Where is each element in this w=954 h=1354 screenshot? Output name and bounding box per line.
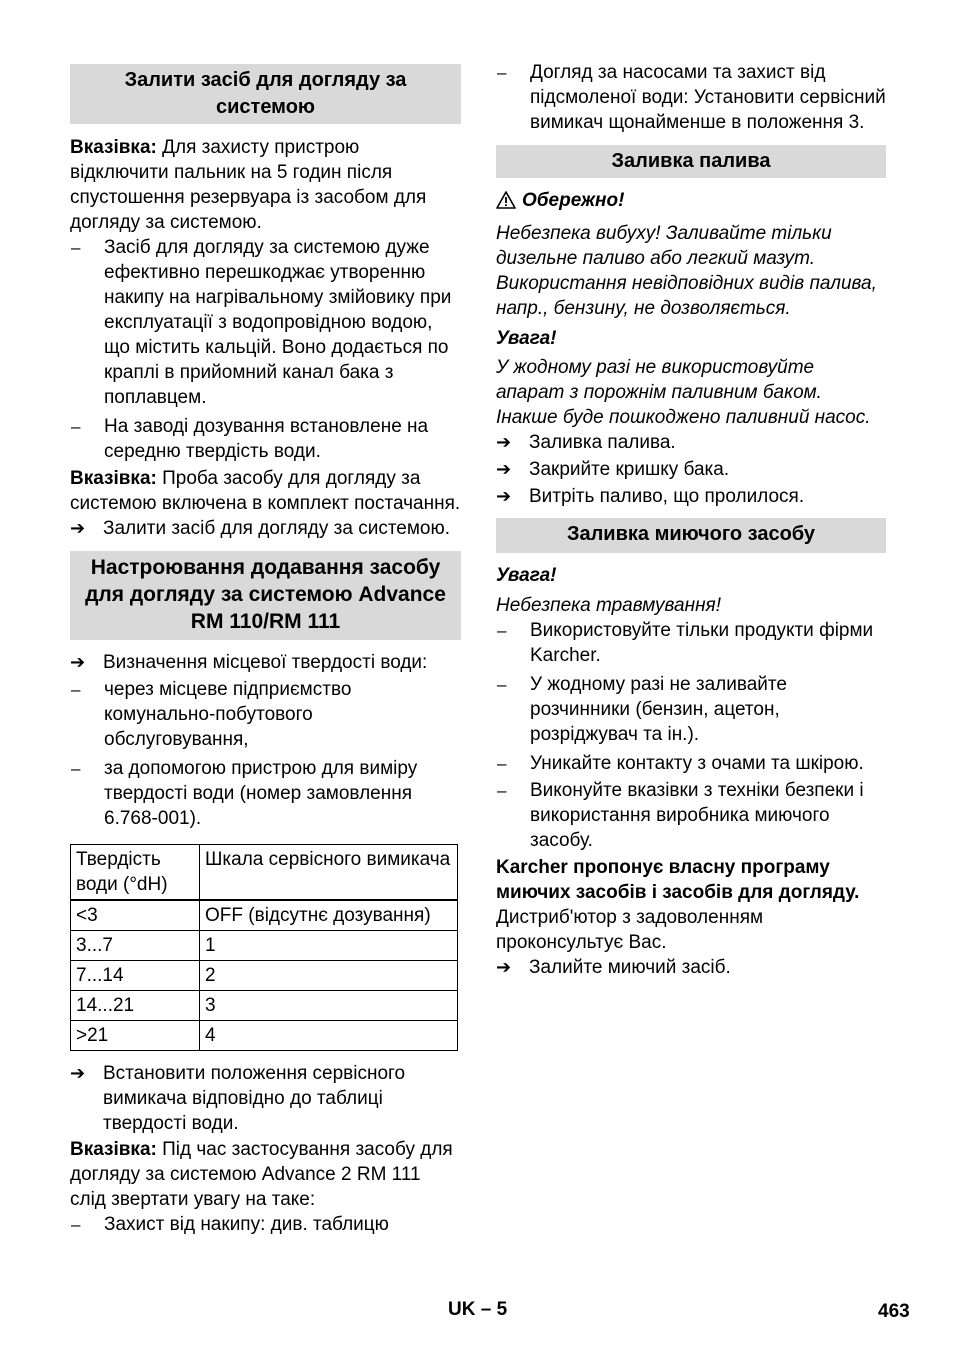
water-hardness-table	[70, 844, 458, 1051]
list-item-text: Виконуйте вказівки з техніки безпеки і використання виробника миючого засобу.	[530, 780, 864, 851]
list-item	[496, 672, 886, 747]
table-header-cell: Шкала сервісного вимикача	[200, 845, 458, 901]
list-item-text: за допомогою пристрою для виміру твердості води (номер замовлення 6.768-001).	[104, 758, 418, 829]
list-item	[70, 677, 461, 752]
arrow-right-icon: ➔	[496, 957, 512, 977]
instruction-item	[496, 457, 886, 482]
table-cell: >21	[71, 1021, 200, 1051]
note-paragraph	[70, 466, 461, 516]
list-item	[70, 414, 461, 464]
section-heading-detergent: Заливка миючого засобу	[496, 518, 886, 553]
attention-text: У жодному разі не використовуйте апарат з порожнім паливним баком. Інакше буде пошкоджено паливний насос.	[496, 357, 871, 428]
note-paragraph	[70, 1137, 461, 1212]
table-cell: 2	[200, 961, 458, 991]
instruction-item	[70, 650, 461, 675]
dash-marker: –	[497, 781, 507, 800]
caution-text: Небезпека вибуху! Заливайте тільки дизельне паливо або легкий мазут. Використання невідповідних видів палива, напр., бензину, не дозволяється.	[496, 223, 877, 319]
table-header-row	[71, 845, 458, 901]
note-label: Вказівка:	[70, 468, 157, 489]
arrow-right-icon: ➔	[496, 486, 512, 506]
note-paragraph	[70, 135, 461, 235]
warning-triangle-icon	[496, 191, 516, 216]
instruction-text: Залийте миючий засіб.	[529, 957, 731, 978]
list-item	[70, 1212, 461, 1237]
table-row	[71, 991, 458, 1021]
instruction-item	[70, 1061, 461, 1136]
attention-label: Увага!	[496, 328, 557, 349]
note-label: Вказівка:	[70, 1139, 157, 1160]
list-item	[496, 60, 886, 135]
note-text: Проба засобу для догляду за системою включена в комплект постачання.	[70, 468, 461, 514]
footer-page-number: 463	[878, 1301, 910, 1322]
section-heading-fill-system-care: Залити засіб для догляду за системою	[70, 64, 461, 124]
caution-heading	[496, 188, 886, 216]
table-cell: 4	[200, 1021, 458, 1051]
bold-paragraph: Karcher пропонує власну програму миючих засобів і засобів для догляду.	[496, 857, 860, 903]
dash-marker: –	[71, 680, 81, 699]
table-cell: 3	[200, 991, 458, 1021]
arrow-right-icon: ➔	[496, 459, 512, 479]
instruction-item	[70, 516, 461, 541]
attention-text: Небезпека травмування!	[496, 595, 721, 616]
attention-label: Увага!	[496, 565, 557, 586]
arrow-right-icon: ➔	[70, 518, 86, 538]
dash-marker: –	[497, 63, 507, 82]
caution-label: Обережно!	[522, 190, 625, 211]
table-cell: <3	[71, 900, 200, 931]
dash-marker: –	[71, 759, 81, 778]
list-item	[70, 756, 461, 831]
instruction-text: Визначення місцевої твердості води:	[103, 652, 428, 673]
instruction-text: Закрийте кришку бака.	[529, 459, 730, 480]
dash-marker: –	[71, 1215, 81, 1234]
table-cell: 7...14	[71, 961, 200, 991]
note-text: Під час застосування засобу для догляду за системою Advance 2 RM 111 слід звертати увагу на таке:	[70, 1139, 453, 1210]
table-cell: 14...21	[71, 991, 200, 1021]
list-item-text: через місцеве підприємство комунально-побутового обслуговування,	[104, 679, 352, 750]
dash-marker: –	[71, 417, 81, 436]
list-item	[496, 618, 886, 668]
instruction-text: Заливка палива.	[529, 432, 676, 453]
instruction-text: Витріть паливо, що пролилося.	[529, 486, 805, 507]
table-row	[71, 900, 458, 931]
arrow-right-icon: ➔	[70, 652, 86, 672]
table-row	[71, 1021, 458, 1051]
table-cell: 3...7	[71, 931, 200, 961]
dash-marker: –	[497, 754, 507, 773]
table-cell: 1	[200, 931, 458, 961]
footer-section-code: UK – 5	[448, 1299, 508, 1320]
arrow-right-icon: ➔	[70, 1063, 86, 1083]
right-column	[496, 60, 886, 980]
section-heading-fuel: Заливка палива	[496, 145, 886, 178]
list-item-text: Догляд за насосами та захист від підсмоленої води: Установити сервісний вимикач щонайменше в положення 3.	[530, 62, 886, 133]
list-item-text: Використовуйте тільки продукти фірми Karcher.	[530, 620, 874, 666]
note-label: Вказівка:	[70, 137, 157, 158]
instruction-item	[496, 484, 886, 509]
instruction-text: Встановити положення сервісного вимикача відповідно до таблиці твердості води.	[103, 1063, 406, 1134]
section-heading-dosing-setup: Настроювання додавання засобу для догляду за системою Advance RM 110/RM 111	[70, 551, 461, 640]
instruction-text: Залити засіб для догляду за системою.	[103, 518, 451, 539]
left-column	[70, 64, 461, 1237]
table-header-cell: Твердість води (°dH)	[71, 845, 200, 901]
table-row	[71, 961, 458, 991]
instruction-item	[496, 430, 886, 455]
list-item-text: Захист від накипу: див. таблицю	[104, 1214, 389, 1235]
list-item	[70, 235, 461, 410]
table-cell: OFF (відсутнє дозування)	[200, 900, 458, 931]
list-item	[496, 751, 886, 776]
table-row	[71, 931, 458, 961]
dash-marker: –	[497, 621, 507, 640]
instruction-item	[496, 955, 886, 980]
arrow-right-icon: ➔	[496, 432, 512, 452]
list-item-text: Уникайте контакту з очами та шкірою.	[530, 753, 864, 774]
list-item	[496, 778, 886, 853]
list-item-text: Засіб для догляду за системою дуже ефективно перешкоджає утворенню накипу на нагрівальному змійовику при експлуатації з водопровідною водою, що містить кальцій. Воно додається по краплі в прийомний канал бака з поплавцем.	[104, 237, 452, 408]
note-text: Для захисту пристрою відключити пальник на 5 годин після спустошення резервуара із засобом для догляду за системою.	[70, 137, 427, 233]
list-item-text: У жодному разі не заливайте розчинники (бензин, ацетон, розріджувач та ін.).	[530, 674, 787, 745]
dash-marker: –	[71, 238, 81, 257]
paragraph: Дистриб'ютор з задоволенням проконсультує Вас.	[496, 907, 764, 953]
dash-marker: –	[497, 675, 507, 694]
list-item-text: На заводі дозування встановлене на середню твердість води.	[104, 416, 429, 462]
